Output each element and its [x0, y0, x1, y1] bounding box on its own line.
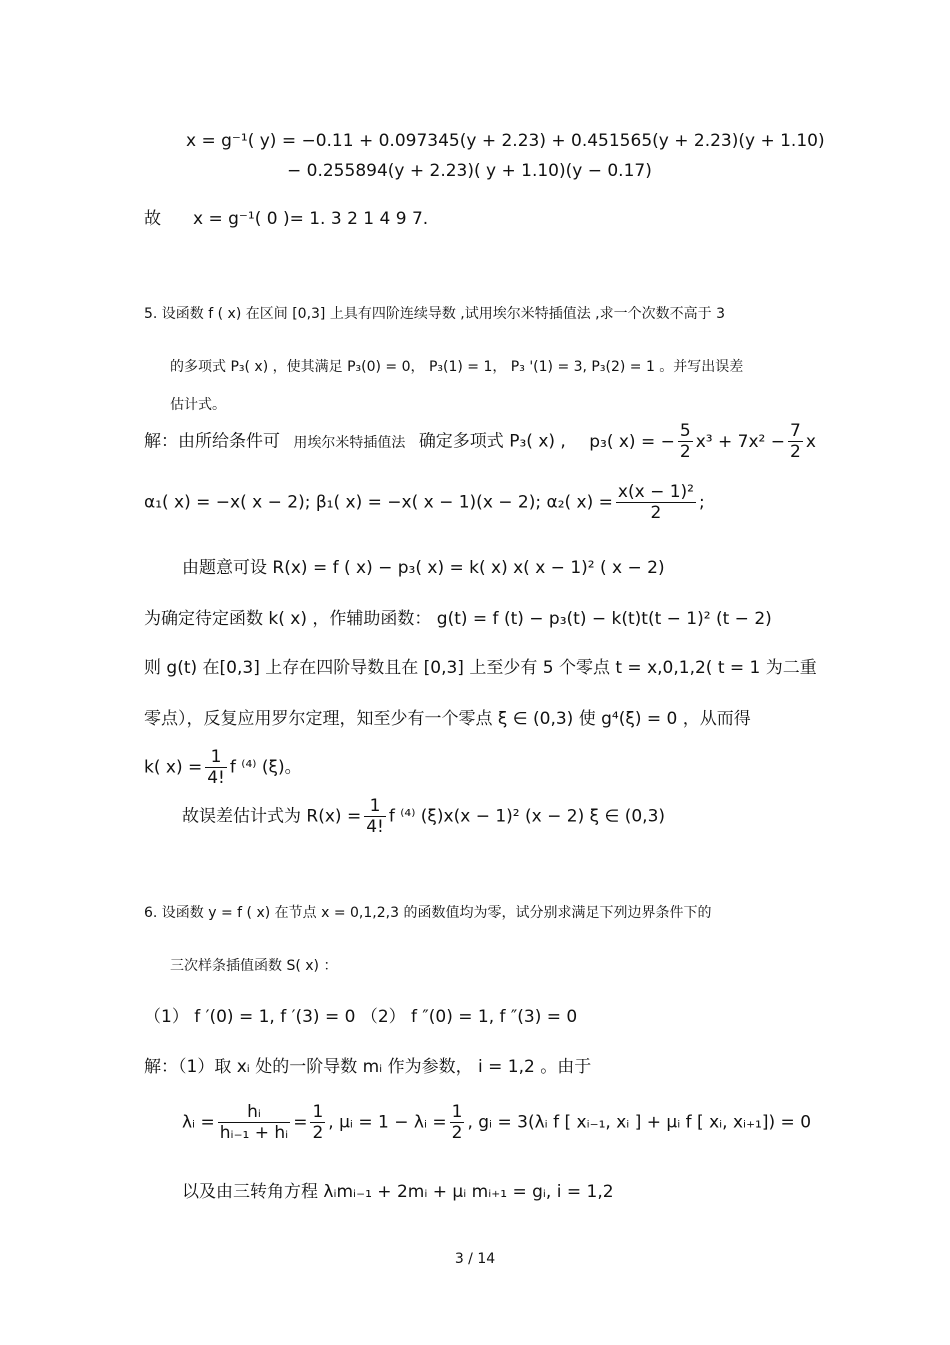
p3-fraction-1-num: 5	[679, 421, 691, 441]
g-part: , gᵢ = 3(λᵢ f [ xᵢ₋₁, xᵢ ] + μᵢ f [ xᵢ, xᵢ₊₁]) = 0	[467, 1112, 812, 1133]
lambda-value-den: 2	[312, 1123, 324, 1143]
root-result: x = g⁻¹( 0 )= 1. 3 2 1 4 9 7.	[193, 209, 429, 229]
error-lhs: 故误差估计式为 R(x) =	[182, 806, 362, 827]
p3-middle: x³ + 7x² −	[695, 431, 785, 452]
p3-fraction-2	[788, 421, 803, 462]
solution-6-intro: 解：（1）取 xᵢ 处的一阶导数 mᵢ 作为参数， i = 1,2 。由于	[144, 1057, 592, 1077]
mu-part: , μᵢ = 1 − λᵢ =	[328, 1112, 447, 1133]
lambda-den: hᵢ₋₁ + hᵢ	[219, 1123, 289, 1143]
lambda-value	[310, 1102, 325, 1143]
k-rhs: f ⁽⁴⁾ (ξ)。	[229, 757, 302, 778]
p3-end: x	[805, 431, 816, 452]
p3-fraction-2-num: 7	[789, 421, 801, 441]
lambda-value-num: 1	[312, 1102, 324, 1122]
p3-lhs: p₃( x) = −	[589, 431, 675, 452]
solution-5-polynomial: 确定多项式 P₃( x) ,	[418, 431, 566, 452]
inverse-interp-line-1: x = g⁻¹( y) = −0.11 + 0.097345(y + 2.23) + 0.451565(y + 2.23)(y + 1.10)	[186, 131, 825, 151]
error-estimate	[182, 796, 665, 837]
zeros-statement: 则 g(t) 在[0,3] 上存在四阶导数且在 [0,3] 上至少有 5 个零点 t = x,0,1,2( t = 1 为二重	[144, 658, 817, 678]
auxiliary-function: 为确定待定函数 k( x) ，作辅助函数： g(t) = f (t) − p₃(t) − k(t)t(t − 1)² (t − 2)	[144, 609, 772, 629]
remainder-definition: 由题意可设 R(x) = f ( x) − p₃( x) = k( x) x( x − 1)² ( x − 2)	[182, 558, 665, 578]
alpha2-fraction	[616, 482, 696, 523]
k-lhs: k( x) =	[144, 757, 203, 778]
alpha2-den: 2	[650, 503, 662, 523]
p3-fraction-1	[678, 421, 693, 462]
alpha2-num: x(x − 1)²	[617, 482, 694, 502]
basis-functions	[144, 482, 705, 523]
k-den: 4!	[207, 768, 225, 788]
inverse-interp-line-2: − 0.255894(y + 2.23)( y + 1.10)(y − 0.17)	[287, 161, 652, 181]
lambda-num: hᵢ	[218, 1102, 290, 1123]
lambda-fraction	[218, 1102, 290, 1143]
question-6-line-2: 三次样条插值函数 S( x) ：	[170, 958, 338, 974]
k-formula	[144, 747, 302, 788]
lambda-mu-g	[182, 1102, 811, 1143]
p3-fraction-1-den: 2	[679, 442, 691, 462]
solution-5-method: 用埃尔米特插值法	[293, 434, 406, 451]
question-5-line-3: 估计式。	[170, 397, 226, 413]
mu-value-den: 2	[451, 1123, 463, 1143]
question-5-line-1: 5. 设函数 f ( x) 在区间 [0,3] 上具有四阶连续导数 ,试用埃尔米特插值法 ,求一个次数不高于 3	[144, 306, 725, 322]
k-num: 1	[205, 747, 227, 768]
therefore-label: 故	[144, 209, 161, 229]
question-5-line-2: 的多项式 P₃( x) ，使其满足 P₃(0) = 0， P₃(1) = 1， P₃ '(1) = 3, P₃(2) = 1 。并写出误差	[170, 359, 744, 375]
solution-5-prefix: 解：由所给条件可	[144, 431, 280, 452]
error-den: 4!	[366, 817, 384, 837]
lambda-lhs: λᵢ =	[182, 1112, 215, 1133]
lambda-eq: =	[293, 1112, 308, 1133]
mu-value-num: 1	[451, 1102, 463, 1122]
basis-functions-text: α₁( x) = −x( x − 2); β₁( x) = −x( x − 1)(x − 2); α₂( x) =	[144, 492, 613, 513]
rolle-statement: 零点），反复应用罗尔定理，知至少有一个零点 ξ ∈ (0,3) 使 g⁴(ξ) = 0 ，从而得	[144, 709, 751, 729]
page-number: 3 / 14	[454, 1251, 496, 1267]
error-fraction	[364, 796, 386, 837]
mu-value	[450, 1102, 465, 1143]
boundary-conditions: （1） f ′(0) = 1, f ′(3) = 0 （2） f ″(0) = 1, f ″(3) = 0	[144, 1007, 578, 1027]
p3-formula	[589, 421, 816, 462]
three-moment-equation: 以及由三转角方程 λᵢmᵢ₋₁ + 2mᵢ + μᵢ mᵢ₊₁ = gᵢ, i = 1,2	[182, 1182, 614, 1202]
error-rhs: f ⁽⁴⁾ (ξ)x(x − 1)² (x − 2) ξ ∈ (0,3)	[388, 806, 666, 827]
p3-fraction-2-den: 2	[789, 442, 801, 462]
error-num: 1	[364, 796, 386, 817]
solution-5-intro	[144, 421, 816, 462]
basis-functions-end: ;	[698, 492, 705, 513]
k-fraction	[205, 747, 227, 788]
question-6-line-1: 6. 设函数 y = f ( x) 在节点 x = 0,1,2,3 的函数值均为零，试分别求满足下列边界条件下的	[144, 905, 712, 921]
